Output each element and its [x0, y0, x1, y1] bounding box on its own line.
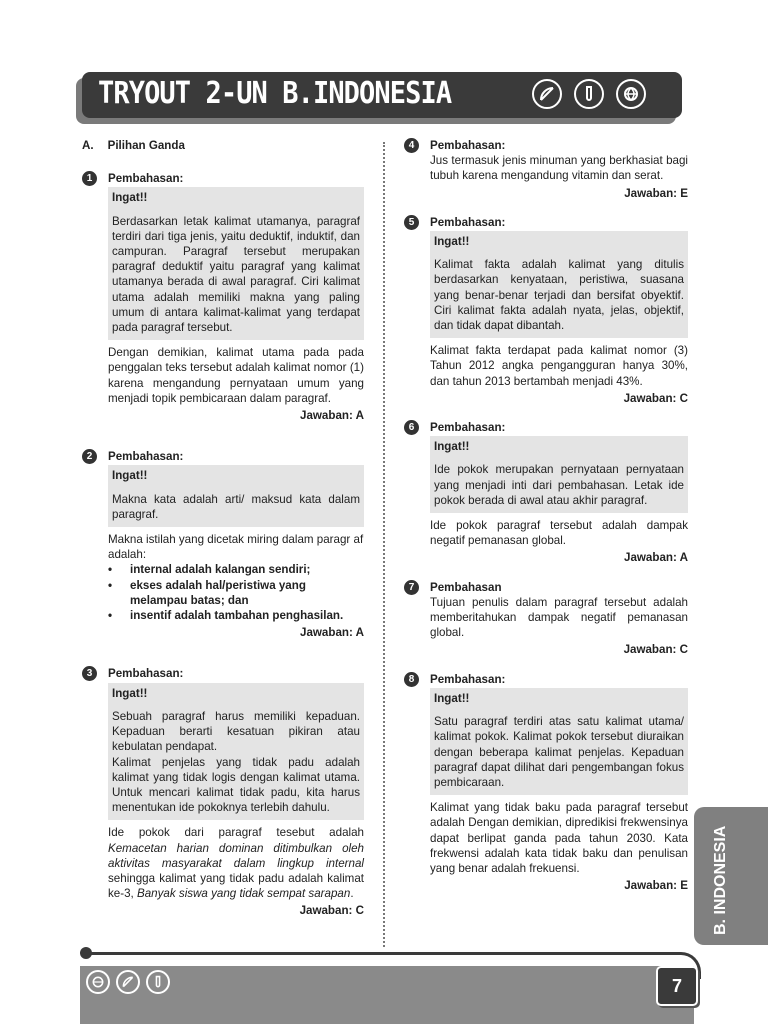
ingat-text: Makna kata adalah arti/ maksud kata dalam paragraf.	[112, 492, 360, 521]
answer-label: Jawaban: A	[300, 626, 364, 640]
body-text: Ide pokok dari paragraf tesebut adalah	[108, 826, 364, 840]
ruler-protractor-icon	[116, 970, 140, 994]
item-heading: Pembahasan:	[430, 139, 506, 152]
ruler-protractor-icon	[532, 79, 562, 109]
item-heading: Pembahasan:	[108, 172, 184, 186]
item-number: 5	[404, 215, 419, 230]
right-column	[404, 138, 688, 893]
ingat-text: Ide pokok merupakan pernyataan pernyataan yang menjadi inti dari pembahasan. Letak ide pokok berada di awal atau akhir paragraf.	[434, 463, 684, 507]
footer-dot	[80, 947, 92, 959]
item-number: 4	[404, 138, 419, 153]
item-number: 3	[82, 666, 97, 681]
body-text: sehingga kalimat yang tidak padu adalah kalimat ke-3,	[108, 871, 364, 901]
item-1	[82, 171, 364, 423]
ingat-text: Berdasarkan letak kalimat utamanya, paragraf terdiri dari tiga jenis, yaitu deduktif, induktif, dan campuran. Paragraf tersebut merupakan paragraf deduktif yaitu paragraf yang kalimat utamanya berada di awal paragraf. Ciri kalimat utama adalah memiliki makna yang paling umum di antara kalimat-kalimat yang terdapat pada paragraf tersebut.	[112, 214, 360, 335]
ingat-box	[430, 436, 688, 513]
item-number: 1	[82, 171, 97, 186]
ingat-box	[108, 465, 364, 527]
answer-label: Jawaban: E	[624, 186, 688, 200]
item-heading: Pembahasan:	[108, 450, 184, 464]
ingat-label: Ingat!!	[112, 686, 148, 700]
item-body: Jus termasuk jenis minuman yang berkhasiat bagi tubuh karena mengandung vitamin dan serat.	[430, 154, 688, 183]
answer-label: Jawaban: C	[623, 643, 688, 657]
left-column	[82, 138, 364, 919]
item-body: Tujuan penulis dalam paragraf tersebut adalah memberitahukan dampak negatif pemanasan global.	[430, 595, 688, 640]
answer-label: Jawaban: A	[300, 409, 364, 423]
side-tab	[694, 807, 768, 945]
item-number: 8	[404, 672, 419, 687]
item-number: 6	[404, 420, 419, 435]
item-heading: Pembahasan:	[430, 215, 506, 229]
footer-bar	[80, 966, 694, 1024]
globe-icon	[616, 79, 646, 109]
answer-label: Jawaban: C	[623, 391, 688, 405]
globe-icon	[86, 970, 110, 994]
body-italic: Banyak siswa yang tidak sempat sarapan	[137, 887, 351, 901]
item-body: Kalimat yang tidak baku pada paragraf tersebut adalah Dengan demikian, dipredikisi frekwensinya dapat berlipat ganda pada tahun 2030. Kata frekwensi adalah kata tidak baku dan penulisan yang benar adalah frekuensi.	[430, 801, 688, 875]
item-heading: Pembahasan:	[430, 672, 506, 686]
item-7	[404, 580, 688, 658]
page-number: 7	[656, 966, 698, 1006]
list-item: • internal adalah kalangan sendiri;	[108, 562, 364, 577]
ingat-box	[430, 231, 688, 338]
item-number: 2	[82, 449, 97, 464]
ingat-text: Satu paragraf terdiri atas satu kalimat utama/ kalimat pokok. Kalimat pokok tersebut diuraikan dengan beberapa kalimat penjelas. Kepaduan paragraf dapat dilihat dari pengembangan fokus pembicaraan.	[434, 715, 684, 789]
section-letter: A.	[82, 139, 94, 152]
list-item: • insentif adalah tambahan penghasilan.	[108, 608, 364, 623]
item-number: 7	[404, 580, 419, 595]
answer-label: Jawaban: C	[299, 904, 364, 918]
item-2	[82, 449, 364, 640]
footer-line	[86, 952, 676, 955]
answer-label: Jawaban: A	[624, 551, 688, 565]
ingat-text: Kalimat penjelas yang tidak padu adalah kalimat yang tidak logis dengan kalimat utama. Untuk mencari kalimat tidak padu, kita harus menentukan ide pokoknya terlebih dahulu.	[112, 755, 360, 815]
ingat-label: Ingat!!	[434, 235, 470, 249]
section-name: Pilihan Ganda	[107, 139, 185, 152]
page-title: TRYOUT 2-UN B.INDONESIA	[98, 76, 452, 111]
page-header	[82, 72, 682, 118]
bullet-list	[108, 562, 364, 623]
body-text: .	[350, 887, 354, 901]
footer-icons	[86, 970, 170, 994]
item-4	[404, 138, 688, 201]
item-6	[404, 420, 688, 566]
item-heading: Pembahasan	[430, 580, 502, 594]
column-divider	[383, 142, 385, 947]
item-body: Ide pokok paragraf tersebut adalah dampak negatif pemanasan global.	[430, 519, 688, 548]
body-italic: Kemacetan harian dominan ditimbulkan oleh aktivitas masyarakat dalam lingkup internal	[108, 841, 364, 870]
answer-label: Jawaban: E	[624, 879, 688, 893]
ingat-box	[430, 688, 688, 795]
item-body	[108, 825, 364, 901]
list-item: • ekses adalah hal/peristiwa yang melampau batas; dan	[108, 578, 364, 608]
item-heading: Pembahasan:	[430, 421, 506, 435]
item-5	[404, 215, 688, 406]
item-body: Makna istilah yang dicetak miring dalam paragr af adalah:	[108, 533, 364, 562]
item-body: Kalimat fakta terdapat pada kalimat nomor (3) Tahun 2012 angka pengangguran hanya 30%, dan tahun 2013 bertambah menjadi 43%.	[430, 344, 688, 388]
ingat-label: Ingat!!	[112, 191, 148, 205]
item-body: Dengan demikian, kalimat utama pada pada penggalan teks tersebut adalah kalimat nomor (1) karena mengandung pernyataan umum yang menjadi topik pembicaraan dalam paragraf.	[108, 346, 364, 405]
ingat-box	[108, 187, 364, 340]
side-tab-label: B. INDONESIA	[712, 825, 729, 935]
test-tube-icon	[574, 79, 604, 109]
ingat-label: Ingat!!	[112, 469, 148, 483]
ingat-text: Kalimat fakta adalah kalimat yang ditulis berdasarkan kenyataan, peristiwa, suasana yang benar-benar terjadi dan bersifat obyektif. Ciri kalimat fakta adalah nyata, jelas, objektif, dan tidak dapat dibantah.	[434, 258, 684, 333]
header-icons	[532, 79, 646, 109]
ingat-label: Ingat!!	[434, 440, 470, 454]
ingat-text: Sebuah paragraf harus memiliki kepaduan. Kepaduan berarti kesatuan pikiran atau kebulatan pendapat.	[112, 709, 360, 754]
test-tube-icon	[146, 970, 170, 994]
item-heading: Pembahasan:	[108, 667, 184, 681]
item-3	[82, 666, 364, 918]
ingat-label: Ingat!!	[434, 691, 470, 705]
ingat-box	[108, 683, 364, 821]
section-title	[82, 138, 364, 153]
item-8	[404, 672, 688, 894]
